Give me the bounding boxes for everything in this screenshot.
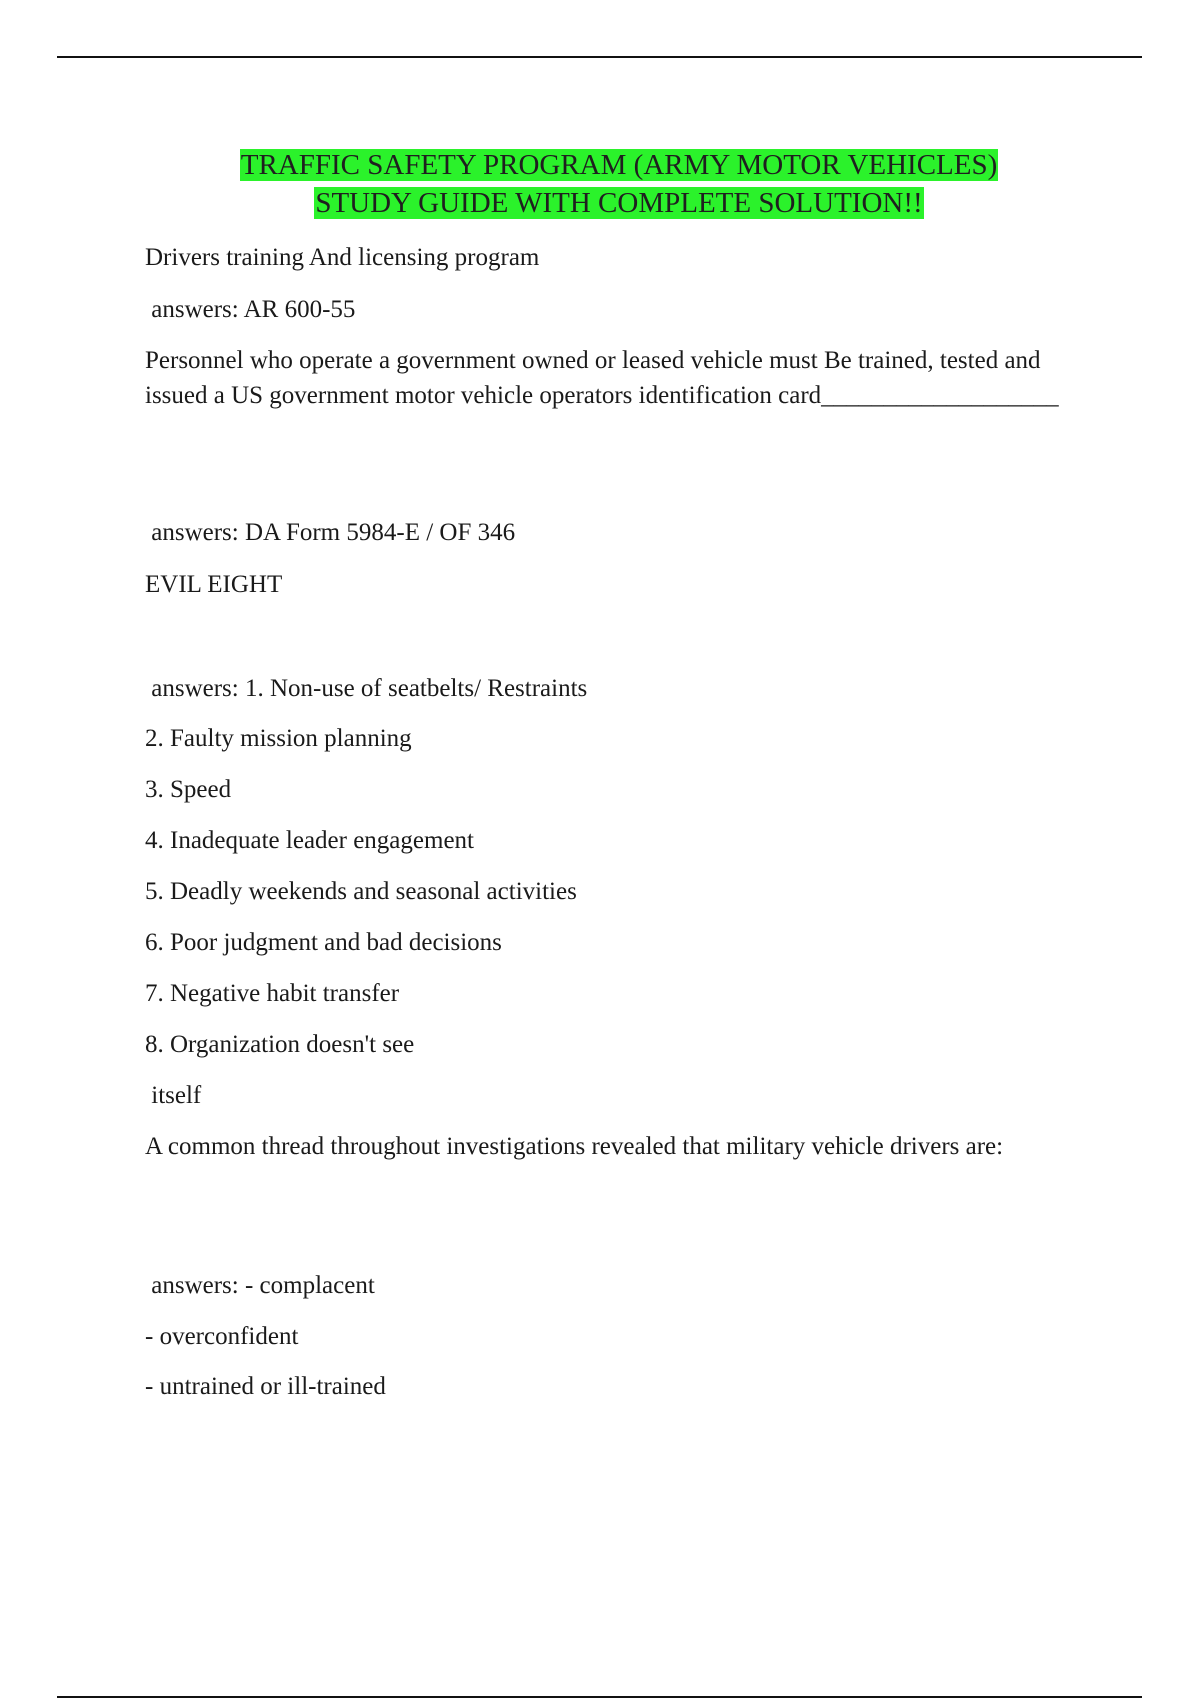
question-4: A common thread throughout investigations revealed that military vehicle drivers are: <box>145 1133 1004 1160</box>
answer-3-item: 2. Faulty mission planning <box>145 725 412 752</box>
answer-2: answers: DA Form 5984-E / OF 346 <box>145 519 516 546</box>
answer-3-item: 6. Poor judgment and bad decisions <box>145 929 502 956</box>
answer-4-item: - untrained or ill-trained <box>145 1373 386 1400</box>
answer-4-item: answers: - complacent <box>145 1272 375 1299</box>
answer-3-item: answers: 1. Non-use of seatbelts/ Restraints <box>145 675 588 702</box>
answer-3-item: 4. Inadequate leader engagement <box>145 827 474 854</box>
question-2: Personnel who operate a government owned or leased vehicle must Be trained, tested and issued a US government motor vehicle operators identification card___________________ <box>145 347 1059 409</box>
answer-3-item: 8. Organization doesn't see <box>145 1031 415 1058</box>
title-line-1: TRAFFIC SAFETY PROGRAM (ARMY MOTOR VEHICLES) <box>240 149 998 181</box>
bottom-rule <box>57 1696 1142 1698</box>
question-1: Drivers training And licensing program <box>145 244 540 271</box>
answer-3-item: 5. Deadly weekends and seasonal activities <box>145 878 577 905</box>
answer-1: answers: AR 600-55 <box>145 296 356 323</box>
top-rule <box>57 56 1142 58</box>
answer-3-item: 3. Speed <box>145 776 232 803</box>
answer-3-item: itself <box>145 1082 202 1109</box>
answer-4-item: - overconfident <box>145 1323 299 1350</box>
title-line-2: STUDY GUIDE WITH COMPLETE SOLUTION!! <box>315 187 923 219</box>
document-title <box>0 146 1200 222</box>
answer-3-item: 7. Negative habit transfer <box>145 980 400 1007</box>
question-3: EVIL EIGHT <box>145 571 283 598</box>
